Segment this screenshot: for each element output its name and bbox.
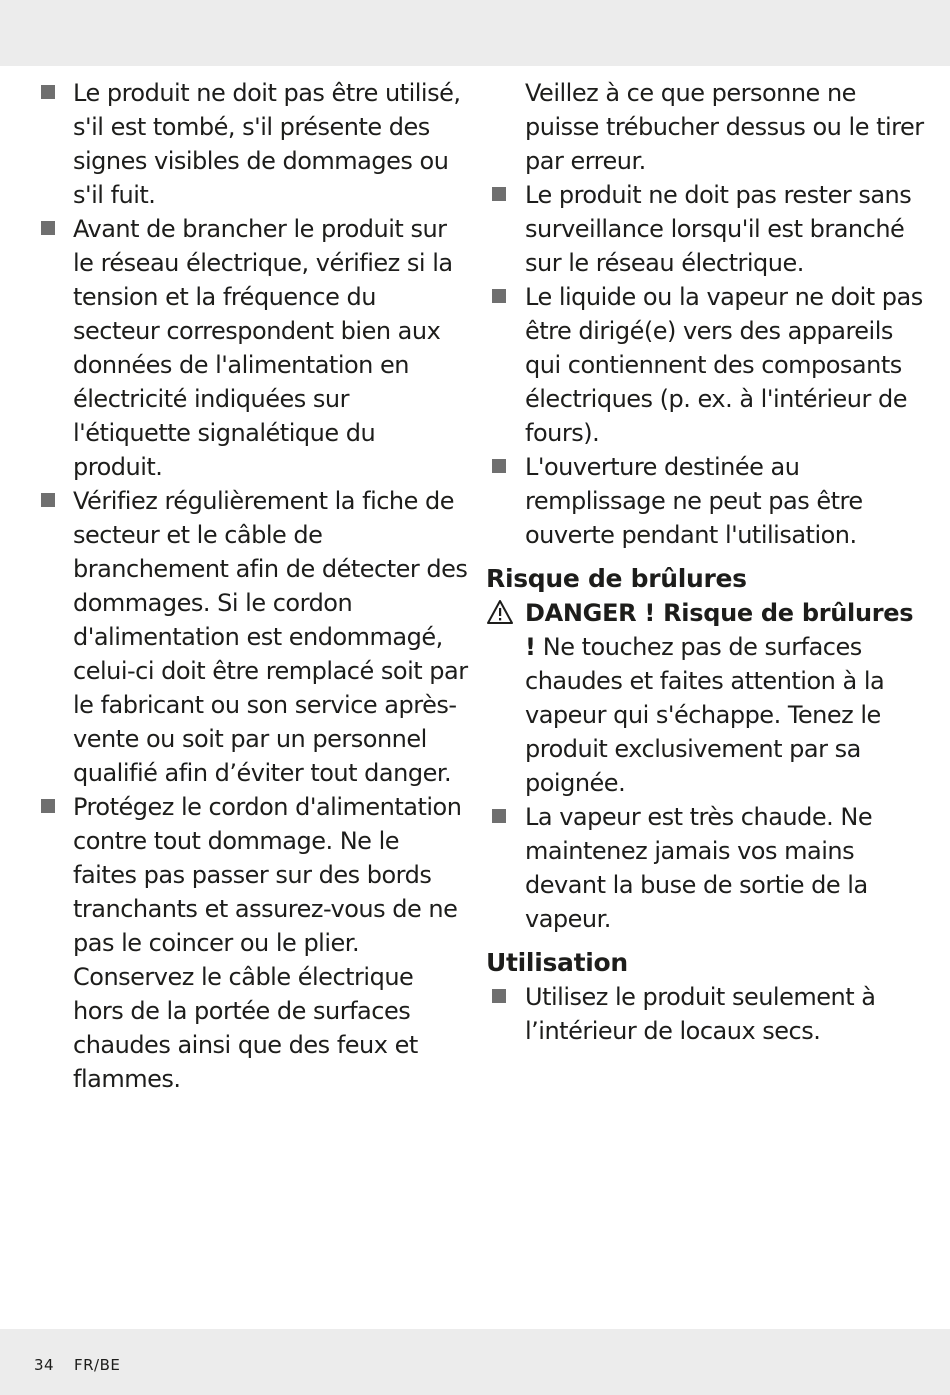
- header-band: [0, 0, 950, 66]
- list-item: [486, 178, 926, 280]
- list-item: [486, 800, 926, 936]
- square-bullet-icon: [492, 809, 506, 823]
- list-item-text: Protégez le cordon d'alimentation contre tout dommage. Ne le faites pas passer sur des bords tranchants et assurez-vous de ne pas le coincer ou le plier. Conservez le câble électrique hors de la portée de surfaces chaudes ainsi que des feux et flammes.: [73, 793, 462, 1093]
- danger-text: Ne touchez pas de surfaces chaudes et faites attention à la vapeur qui s'échappe. Tenez le produit exclusivement par sa poignée.: [525, 633, 885, 797]
- locale-label: FR/BE: [74, 1356, 121, 1374]
- list-item: [486, 280, 926, 450]
- list-item: [38, 76, 468, 212]
- square-bullet-icon: [492, 459, 506, 473]
- list-item-text: La vapeur est très chaude. Ne maintenez jamais vos mains devant la buse de sortie de la vapeur.: [525, 803, 873, 933]
- square-bullet-icon: [41, 221, 55, 235]
- list-item: [38, 484, 468, 790]
- square-bullet-icon: [41, 799, 55, 813]
- page-number: 34: [34, 1356, 55, 1374]
- footer-band: [0, 1329, 950, 1395]
- square-bullet-icon: [41, 85, 55, 99]
- square-bullet-icon: [492, 187, 506, 201]
- list-item: [486, 980, 926, 1048]
- list-item-text: Avant de brancher le produit sur le réseau électrique, vérifiez si la tension et la fréquence du secteur correspondent bien aux données de l'alimentation en électricité indiquées sur l'étiquette signalétique du produit.: [73, 215, 453, 481]
- list-item: [486, 450, 926, 552]
- warning-triangle-icon: [486, 599, 514, 625]
- continued-text: Veillez à ce que personne ne puisse trébucher dessus ou le tirer par erreur.: [525, 79, 924, 175]
- section-heading-burns: Risque de brûlures: [486, 564, 747, 593]
- list-item: [38, 212, 468, 484]
- left-column: [38, 76, 468, 1096]
- square-bullet-icon: [492, 289, 506, 303]
- list-item-text: Le liquide ou la vapeur ne doit pas être dirigé(e) vers des appareils qui contiennent des composants électriques (p. ex. à l'intérieur de fours).: [525, 283, 923, 447]
- list-item-text: L'ouverture destinée au remplissage ne peut pas être ouverte pendant l'utilisation.: [525, 453, 863, 549]
- list-item-text: Utilisez le produit seulement à l’intérieur de locaux secs.: [525, 983, 876, 1045]
- square-bullet-icon: [492, 989, 506, 1003]
- danger-warning: [486, 596, 926, 800]
- list-item-text: Le produit ne doit pas être utilisé, s'il est tombé, s'il présente des signes visibles de dommages ou s'il fuit.: [73, 79, 461, 209]
- right-column: [486, 76, 926, 1048]
- square-bullet-icon: [41, 493, 55, 507]
- section-heading-usage: Utilisation: [486, 948, 628, 977]
- list-item: [38, 790, 468, 1096]
- list-item-text: Le produit ne doit pas rester sans surveillance lorsqu'il est branché sur le réseau électrique.: [525, 181, 912, 277]
- list-item-text: Vérifiez régulièrement la fiche de secteur et le câble de branchement afin de détecter des dommages. Si le cordon d'alimentation est endommagé, celui-ci doit être remplacé soit par le fabricant ou son service après-vente ou soit par un personnel qualifié afin d’éviter tout danger.: [73, 487, 468, 787]
- danger-label: DANGER ! Risque de brûlures !: [525, 599, 914, 661]
